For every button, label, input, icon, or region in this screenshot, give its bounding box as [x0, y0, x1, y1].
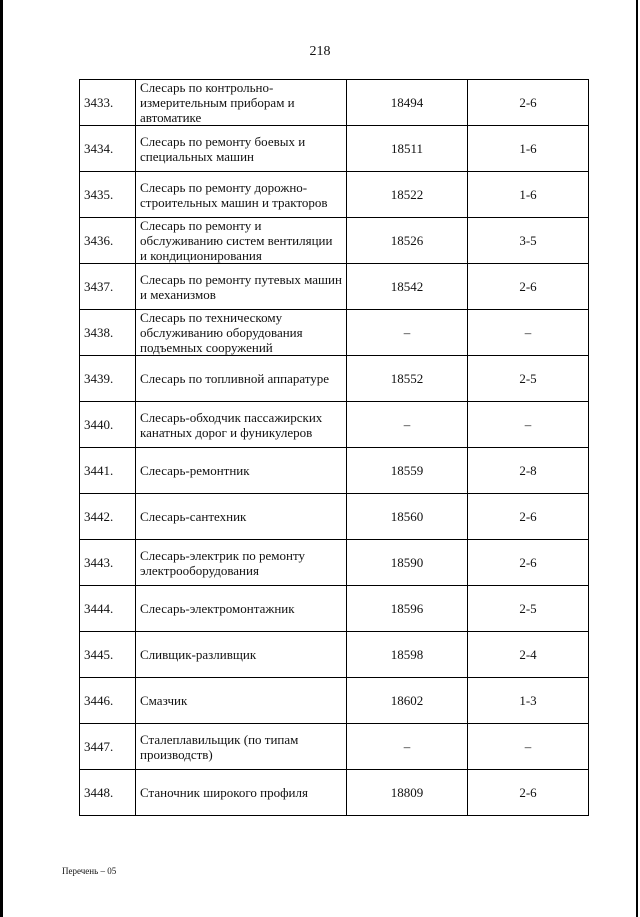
- occupation-name: Слесарь-электрик по ремонту электрооборудования: [136, 540, 347, 586]
- occupation-name: Слесарь по техническому обслуживанию оборудования подъемных сооружений: [136, 310, 347, 356]
- row-number: 3436.: [80, 218, 136, 264]
- row-number: 3435.: [80, 172, 136, 218]
- row-number: 3446.: [80, 678, 136, 724]
- table-row: [80, 172, 589, 218]
- occupation-code: 18598: [347, 632, 468, 678]
- row-number: 3441.: [80, 448, 136, 494]
- occupation-code: 18522: [347, 172, 468, 218]
- occupation-code: 18559: [347, 448, 468, 494]
- occupation-name: Слесарь по ремонту и обслуживанию систем вентиляции и кондиционирования: [136, 218, 347, 264]
- occupation-name: Слесарь-обходчик пассажирских канатных дорог и фуникулеров: [136, 402, 347, 448]
- grade-range: 1-6: [468, 172, 589, 218]
- occupation-name: Слесарь по ремонту путевых машин и механизмов: [136, 264, 347, 310]
- occupation-name: Слесарь-электромонтажник: [136, 586, 347, 632]
- occupation-code: 18809: [347, 770, 468, 816]
- grade-range: 2-6: [468, 264, 589, 310]
- occupation-code: 18542: [347, 264, 468, 310]
- occupation-code: 18602: [347, 678, 468, 724]
- table-row: [80, 678, 589, 724]
- table-row: [80, 494, 589, 540]
- grade-range: 2-4: [468, 632, 589, 678]
- grade-range: –: [468, 310, 589, 356]
- row-number: 3433.: [80, 80, 136, 126]
- row-number: 3448.: [80, 770, 136, 816]
- grade-range: 3-5: [468, 218, 589, 264]
- table-row: [80, 770, 589, 816]
- row-number: 3434.: [80, 126, 136, 172]
- occupation-name: Слесарь-ремонтник: [136, 448, 347, 494]
- occupation-name: Слесарь по ремонту боевых и специальных машин: [136, 126, 347, 172]
- row-number: 3447.: [80, 724, 136, 770]
- table-row: [80, 632, 589, 678]
- grade-range: 2-6: [468, 80, 589, 126]
- row-number: 3444.: [80, 586, 136, 632]
- table-row: [80, 448, 589, 494]
- grade-range: –: [468, 402, 589, 448]
- table-row: [80, 218, 589, 264]
- occupation-name: Слесарь по ремонту дорожно-строительных машин и тракторов: [136, 172, 347, 218]
- occupation-code: 18526: [347, 218, 468, 264]
- grade-range: 1-3: [468, 678, 589, 724]
- occupation-name: Сливщик-разливщик: [136, 632, 347, 678]
- occupation-code: –: [347, 724, 468, 770]
- table-row: [80, 540, 589, 586]
- occupation-name: Слесарь по топливной аппаратуре: [136, 356, 347, 402]
- row-number: 3439.: [80, 356, 136, 402]
- occupation-name: Сталеплавильщик (по типам производств): [136, 724, 347, 770]
- grade-range: 2-5: [468, 586, 589, 632]
- occupation-code: –: [347, 402, 468, 448]
- table-row: [80, 356, 589, 402]
- row-number: 3437.: [80, 264, 136, 310]
- grade-range: 2-6: [468, 494, 589, 540]
- table-row: [80, 264, 589, 310]
- grade-range: 2-5: [468, 356, 589, 402]
- table-row: [80, 126, 589, 172]
- row-number: 3442.: [80, 494, 136, 540]
- table-row: [80, 586, 589, 632]
- table-row: [80, 310, 589, 356]
- occupation-code: 18560: [347, 494, 468, 540]
- document-footer: Перечень – 05: [62, 866, 117, 876]
- grade-range: 2-8: [468, 448, 589, 494]
- table-row: [80, 402, 589, 448]
- occupation-name: Слесарь по контрольно-измерительным приборам и автоматике: [136, 80, 347, 126]
- occupation-code: 18552: [347, 356, 468, 402]
- occupation-code: 18511: [347, 126, 468, 172]
- occupations-table: [79, 79, 589, 816]
- grade-range: 2-6: [468, 540, 589, 586]
- row-number: 3438.: [80, 310, 136, 356]
- grade-range: 1-6: [468, 126, 589, 172]
- grade-range: –: [468, 724, 589, 770]
- occupation-code: 18494: [347, 80, 468, 126]
- occupation-name: Станочник широкого профиля: [136, 770, 347, 816]
- row-number: 3440.: [80, 402, 136, 448]
- row-number: 3445.: [80, 632, 136, 678]
- occupation-code: 18590: [347, 540, 468, 586]
- occupation-code: –: [347, 310, 468, 356]
- table-row: [80, 724, 589, 770]
- occupation-name: Смазчик: [136, 678, 347, 724]
- row-number: 3443.: [80, 540, 136, 586]
- table-row: [80, 80, 589, 126]
- grade-range: 2-6: [468, 770, 589, 816]
- occupation-name: Слесарь-сантехник: [136, 494, 347, 540]
- page-number: 218: [309, 44, 331, 59]
- occupation-code: 18596: [347, 586, 468, 632]
